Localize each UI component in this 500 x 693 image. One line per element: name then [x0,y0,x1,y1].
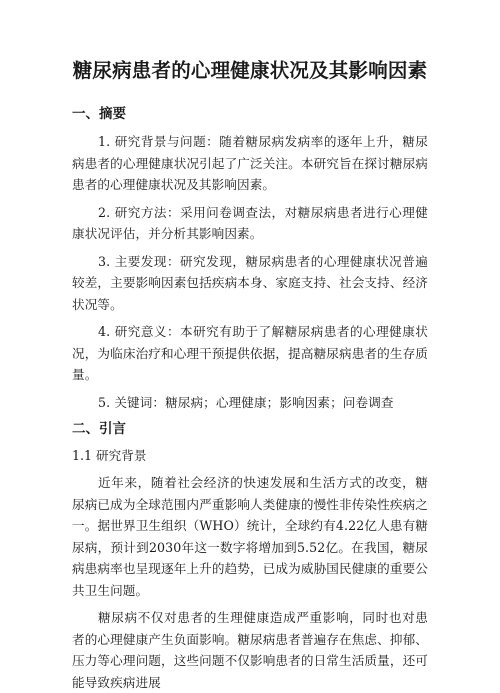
abstract-item-3: 3. 主要发现：研究发现，糖尿病患者的心理健康状况普遍较差，主要影响因素包括疾病本身、家庭支持、社会支持、经济状况等。 [72,253,428,312]
section-heading-introduction: 二、引言 [72,421,126,437]
abstract-item-5: 5. 关键词：糖尿病；心理健康；影响因素；问卷调查 [98,394,394,410]
abstract-item-1: 1. 研究背景与问题：随着糖尿病发病率的逐年上升，糖尿病患者的心理健康状况引起了广泛关注。本研究旨在探讨糖尿病患者的心理健康状况及其影响因素。 [72,134,428,192]
document-title: 糖尿病患者的心理健康状况及其影响因素 [72,59,428,82]
section-heading-abstract: 一、摘要 [72,106,126,122]
intro-paragraph-2: 糖尿病不仅对患者的生理健康造成严重影响，同时也对患者的心理健康产生负面影响。糖尿病患者普遍存在焦虑、抑郁、压力等心理问题，这些问题不仅影响患者的日常生活质量，还可能导致疾病进展 [72,610,428,690]
abstract-item-4: 4. 研究意义：本研究有助于了解糖尿病患者的心理健康状况，为临床治疗和心理干预提供依据，提高糖尿病患者的生存质量。 [72,324,428,382]
subsection-heading-background: 1.1 研究背景 [72,448,147,463]
intro-paragraph-1: 近年来，随着社会经济的快速发展和生活方式的改变，糖尿病已成为全球范围内严重影响人类健康的慢性非传染性疾病之一。据世界卫生组织（WHO）统计，全球约有4.22亿人患有糖尿病，预计到2030年这一数字将增加到5.52亿。在我国，糖尿病患病率也呈现逐年上升的趋势，已成为威胁国民健康的重要公共卫生问题。 [72,475,428,598]
abstract-item-2: 2. 研究方法：采用问卷调查法，对糖尿病患者进行心理健康状况评估，并分析其影响因素。 [72,204,428,241]
